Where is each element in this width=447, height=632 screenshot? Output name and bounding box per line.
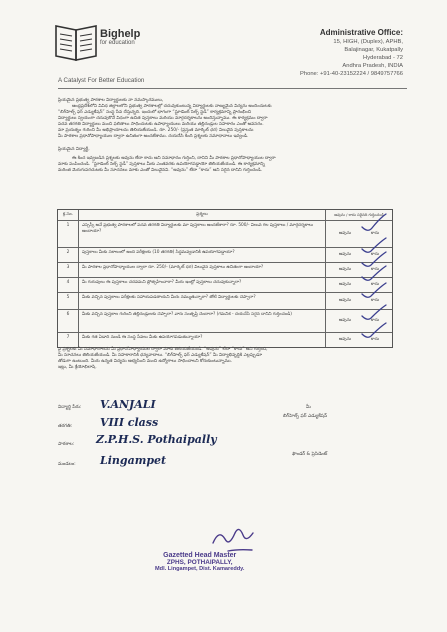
table-row: [58, 263, 392, 278]
col-answer-header: అవును / కాదు సరైనది గుర్తించండి: [334, 212, 384, 217]
intro-line: ప్రియమైన ప్రభుత్వ పాఠశాల విద్యార్థులకు నా నమస్కారములు,: [58, 98, 164, 103]
mandal-label: మండలం:: [58, 462, 76, 467]
stamp-line-1: Gazetted Head Master: [163, 552, 237, 559]
org-right-1: మీ: [306, 405, 311, 410]
header-divider: [58, 88, 407, 89]
brand-name: Bighelp: [100, 28, 141, 40]
question-text: మీ పాఠశాల ప్రధానోపాధ్యాయుల ద్వారా రూ. 250/- (మార్కెట్ ధర) విలువైన పుస్తకాలు ఉచితంగా అందాయా?: [79, 263, 326, 277]
office-address-block: [300, 28, 403, 78]
question-text: పుస్తకాలు మీకు సకాలంలో అంది పరీక్షలకు (10 తరగతి) సిద్ధమవ్వడానికి ఉపయోగపడ్డాయా?: [79, 248, 326, 262]
answer-no[interactable]: కాదు: [370, 231, 380, 236]
instruction-line: ఈ కింద ఇవ్వబడిన ప్రశ్నలకు అవును లేదా కాదు అని సమాధానం గుర్తించి, దానిని మీ పాఠశాల ప్రధానోపాధ్యాయుల ద్వారా: [72, 156, 276, 161]
intro-line: “బిగ్‌హెల్ప్ ఫర్ ఎడ్యుకేషన్” సంస్థ సేవ చేస్తున్నది. ఇందులో భాగంగా “స్టూడెంట్ సెల్ఫ్ స్టడీ” కార్యక్రమాన్ని ప్రారంభించి: [58, 110, 252, 115]
question-text: మీకు వచ్చిన పుస్తకాల గురించి తల్లిదండ్రులకు చెప్పారా? వారు సంతృప్తి చెందారా? (గమనిక - దయచేసి సరైన దానిని గుర్తించండి): [79, 310, 326, 332]
table-row: [58, 248, 392, 263]
brand-sub: for education: [100, 40, 135, 46]
intro-line: విద్యార్థులు స్వయంగా చదువుకొనే విధంగా ఉచిత పుస్తకాలు మరియు మార్గదర్శకాలను అందిస్తున్నాము. ఈ కార్యక్రమం ద్వారా: [58, 116, 268, 121]
intro-line: మీ పాఠశాల ప్రధానోపాధ్యాయుల ద్వారా ఉచితంగా అందజేశాము. దయచేసి కింది ప్రశ్నలకు సమాధానాలు ఇవ్వండి.: [58, 134, 249, 139]
answer-no[interactable]: కాదు: [370, 267, 380, 272]
answer-no[interactable]: కాదు: [370, 252, 380, 257]
answer-cell: [326, 248, 392, 262]
answer-cell: [326, 263, 392, 277]
answer-cell: [326, 333, 392, 347]
answer-cell: [326, 293, 392, 309]
class-value[interactable]: VIII class: [100, 416, 159, 429]
row-number: 7: [58, 333, 79, 347]
table-row: [58, 293, 392, 310]
student-name-value[interactable]: V.ANJALI: [100, 398, 156, 411]
survey-table: [57, 209, 393, 348]
answer-yes[interactable]: అవును: [338, 231, 352, 236]
intro-line: పదవ తరగతి విద్యార్థులు మంచి ఫలితాలు సాధించుటకు ఉపాధ్యాయులు మరియు తల్లిదండ్రుల సహకారం ఎంతో అవసరం.: [58, 122, 264, 127]
answer-cell: [326, 310, 392, 332]
greeting-2: ప్రియమైన విద్యార్థీ,: [58, 147, 90, 152]
school-label: పాఠశాల:: [58, 442, 75, 447]
address-line: Andhra Pradesh, INDIA: [342, 63, 403, 69]
row-number: 6: [58, 310, 79, 332]
intro-line: ఆంధ్రప్రదేశ్‌లోని వివిధ జిల్లాలలోని ప్రభుత్వ పాఠశాలల్లో చదువుకుంటున్న విద్యార్థులకు నాణ్యమైన విద్యను అందించుటకు: [72, 104, 272, 109]
class-label: తరగతి:: [58, 424, 73, 429]
question-text: మీకు గత ఏడాది నుండి ఈ సంస్థ సేవలు మీకు ఉపయోగపడుతున్నాయా?: [79, 333, 326, 347]
answer-cell: [326, 278, 392, 292]
table-row: [58, 310, 392, 333]
col-num-header: క్ర.సం.: [58, 210, 79, 220]
answer-yes[interactable]: అవును: [338, 252, 352, 257]
student-name-label: విద్యార్థి పేరు:: [58, 405, 82, 410]
row-number: 1: [58, 221, 79, 247]
answer-no[interactable]: కాదు: [370, 282, 380, 287]
closing-line: తోడుగా ఉంటుంది. మీరు ఉన్నత విద్యను అభ్యసించి మంచి ఉద్యోగాలు సాధించాలని కోరుకుంటున్నాము.: [58, 359, 233, 364]
intro-paragraph: [58, 98, 394, 140]
signature-mark: [208, 525, 268, 555]
address-line: Balajinagar, Kukatpally: [344, 47, 403, 53]
address-line: 15, HIGH, (Duplex), APHB,: [333, 39, 403, 45]
question-text: ఎస్సెస్సీ అనే ప్రభుత్వ పాఠశాలలో పదవ తరగతి విద్యార్థులకు మా పుస్తకాలు అందజేశారా? రూ. 500/- విలువ గల పుస్తకాలు / మార్గదర్శకాలు అందాయా?: [79, 221, 326, 247]
question-text: మీకు వచ్చిన పుస్తకాలు పరీక్షలకు సహాయపడతాయని మీరు నమ్ముతున్నారా? తోటి విద్యార్థులకు చెప్పారా?: [79, 293, 326, 309]
closing-line: పై ప్రశ్నలకు మీ సమాధానాలను మీ ప్రధానోపాధ్యాయుల ద్వారా మాకు తెలియజేయండి. “అవును” లేదా “కాదు” అని గుర్తించి,: [58, 347, 268, 352]
org-right-3: ఫౌండర్ & ప్రెసిడెంట్: [292, 452, 328, 457]
row-number: 4: [58, 278, 79, 292]
instruction-line: మాకు పంపించండి. “స్టూడెంట్ సెల్ఫ్ స్టడీ” పుస్తకాలు మీకు ఎంతవరకు ఉపయోగపడ్డాయో తెలియజేయండి. ఈ కార్యక్రమాన్ని: [58, 162, 265, 167]
row-number: 5: [58, 293, 79, 309]
stamp-line-3: Mdl. Lingampet, Dist. Kamareddy.: [155, 566, 245, 572]
answer-no[interactable]: కాదు: [370, 318, 380, 323]
answer-yes[interactable]: అవును: [338, 267, 352, 272]
col-question-header: ప్రశ్నలు: [79, 210, 326, 220]
address-line: Hyderabad - 72: [363, 55, 403, 61]
answer-no[interactable]: కాదు: [370, 337, 380, 342]
school-value[interactable]: Z.P.H.S. Pothaipally: [96, 433, 217, 446]
table-header-row: [58, 210, 392, 221]
intro-line: మా ప్రయత్నం గురించి మీ అభిప్రాయాలను తెలియజేయండి. రూ. 250/- (ప్రస్తుత మార్కెట్ ధర) విలువైన పుస్తకాలను: [58, 128, 254, 133]
answer-yes[interactable]: అవును: [338, 318, 352, 323]
tagline: A Catalyst For Better Education: [58, 77, 145, 84]
open-book-logo-icon: [54, 22, 98, 62]
closing-line: మీ సూచనలు తెలియజేయండి. మీ సహకారానికి ధన్యవాదాలు. “బిగ్‌హెల్ప్ ఫర్ ఎడ్యుకేషన్” మీ విద్యాభివృద్ధికి ఎల్లప్పుడూ: [58, 353, 263, 358]
stamp-line-2: ZPHS, POTHAIPALLY,: [166, 559, 233, 566]
answer-no[interactable]: కాదు: [370, 298, 380, 303]
org-right-2: బిగ్‌హెల్ప్ ఫర్ ఎడ్యుకేషన్: [283, 414, 328, 419]
brand: [100, 28, 140, 46]
row-number: 2: [58, 248, 79, 262]
instructions-paragraph: [58, 156, 394, 174]
answer-yes[interactable]: అవును: [338, 298, 352, 303]
headmaster-stamp: [155, 552, 244, 572]
instruction-line: మరింత మెరుగుపరచుటకు మీ సూచనలు మాకు ఎంతో విలువైనవి. “అవును” లేదా “కాదు” అని సరైన దానిని గుర్తించండి.: [58, 168, 263, 173]
table-row: [58, 333, 392, 347]
phone: Phone: +91-40-23152224 / 9849757766: [300, 71, 403, 77]
row-number: 3: [58, 263, 79, 277]
question-text: మీ గురువులు ఈ పుస్తకాలు చదవమని ప్రోత్సహించారా? మీరు ఇంట్లో పుస్తకాలు చదువుకున్నారా?: [79, 278, 326, 292]
table-row: [58, 221, 392, 248]
closing-paragraph: [58, 347, 394, 371]
table-row: [58, 278, 392, 293]
closing-line: ఇట్లు, మీ శ్రేయోభిలాషి.: [58, 365, 97, 370]
mandal-value[interactable]: Lingampet: [100, 454, 167, 467]
answer-yes[interactable]: అవును: [338, 337, 352, 342]
answer-cell: [326, 221, 392, 247]
answer-yes[interactable]: అవును: [338, 282, 352, 287]
office-title: Administrative Office:: [319, 28, 403, 37]
